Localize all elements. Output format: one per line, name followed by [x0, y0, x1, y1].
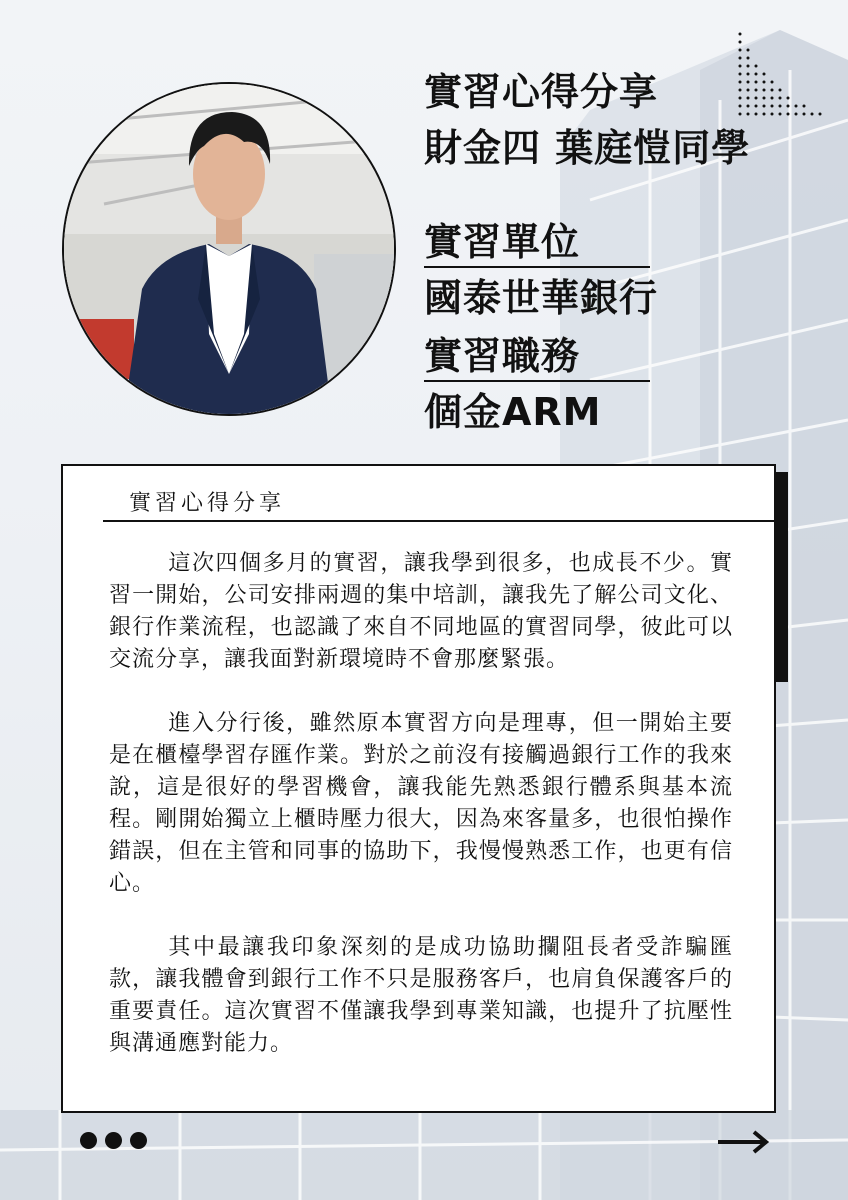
decorative-dots	[734, 30, 834, 130]
three-dots-icon	[80, 1132, 147, 1149]
student-name: 財金四 葉庭愷同學	[424, 126, 751, 170]
paragraph: 其中最讓我印象深刻的是成功協助攔阻長者受詐騙匯款，讓我體會到銀行工作不只是服務客戶，也肩負保護客戶的重要責任。這次實習不僅讓我學到專業知識，也提升了抗壓性與溝通應對能力。	[109, 935, 733, 1056]
paragraph: 這次四個多月的實習，讓我學到很多，也成長不少。實習一開始，公司安排兩週的集中培訓，讓我先了解公司文化、銀行作業流程，也認識了來自不同地區的實習同學，彼此可以交流分享，讓我面對新環境時不會那麼緊張。	[109, 551, 733, 672]
internship-unit-value: 國泰世華銀行	[424, 276, 659, 320]
internship-role-value: 個金ARM	[424, 390, 602, 434]
divider	[424, 380, 650, 382]
internship-role-label: 實習職務	[424, 334, 581, 378]
card-body	[109, 548, 733, 1092]
reflection-card	[61, 464, 776, 1113]
page-title: 實習心得分享	[424, 70, 659, 114]
card-title: 實習心得分享	[129, 491, 286, 516]
dot-icon	[105, 1132, 122, 1149]
internship-unit-label: 實習單位	[424, 220, 581, 264]
paragraph: 進入分行後，雖然原本實習方向是理專，但一開始主要是在櫃檯學習存匯作業。對於之前沒有接觸過銀行工作的我來說，這是很好的學習機會，讓我能先熟悉銀行體系與基本流程。剛開始獨立上櫃時壓力很大，因為來客量多，也很怕操作錯誤，但在主管和同事的協助下，我慢慢熟悉工作，也更有信心。	[109, 711, 733, 896]
arrow-right-icon[interactable]	[716, 1128, 770, 1156]
card-title-underline	[103, 520, 776, 522]
dot-icon	[80, 1132, 97, 1149]
dot-icon	[130, 1132, 147, 1149]
divider	[424, 266, 650, 268]
student-portrait-photo	[62, 82, 396, 416]
